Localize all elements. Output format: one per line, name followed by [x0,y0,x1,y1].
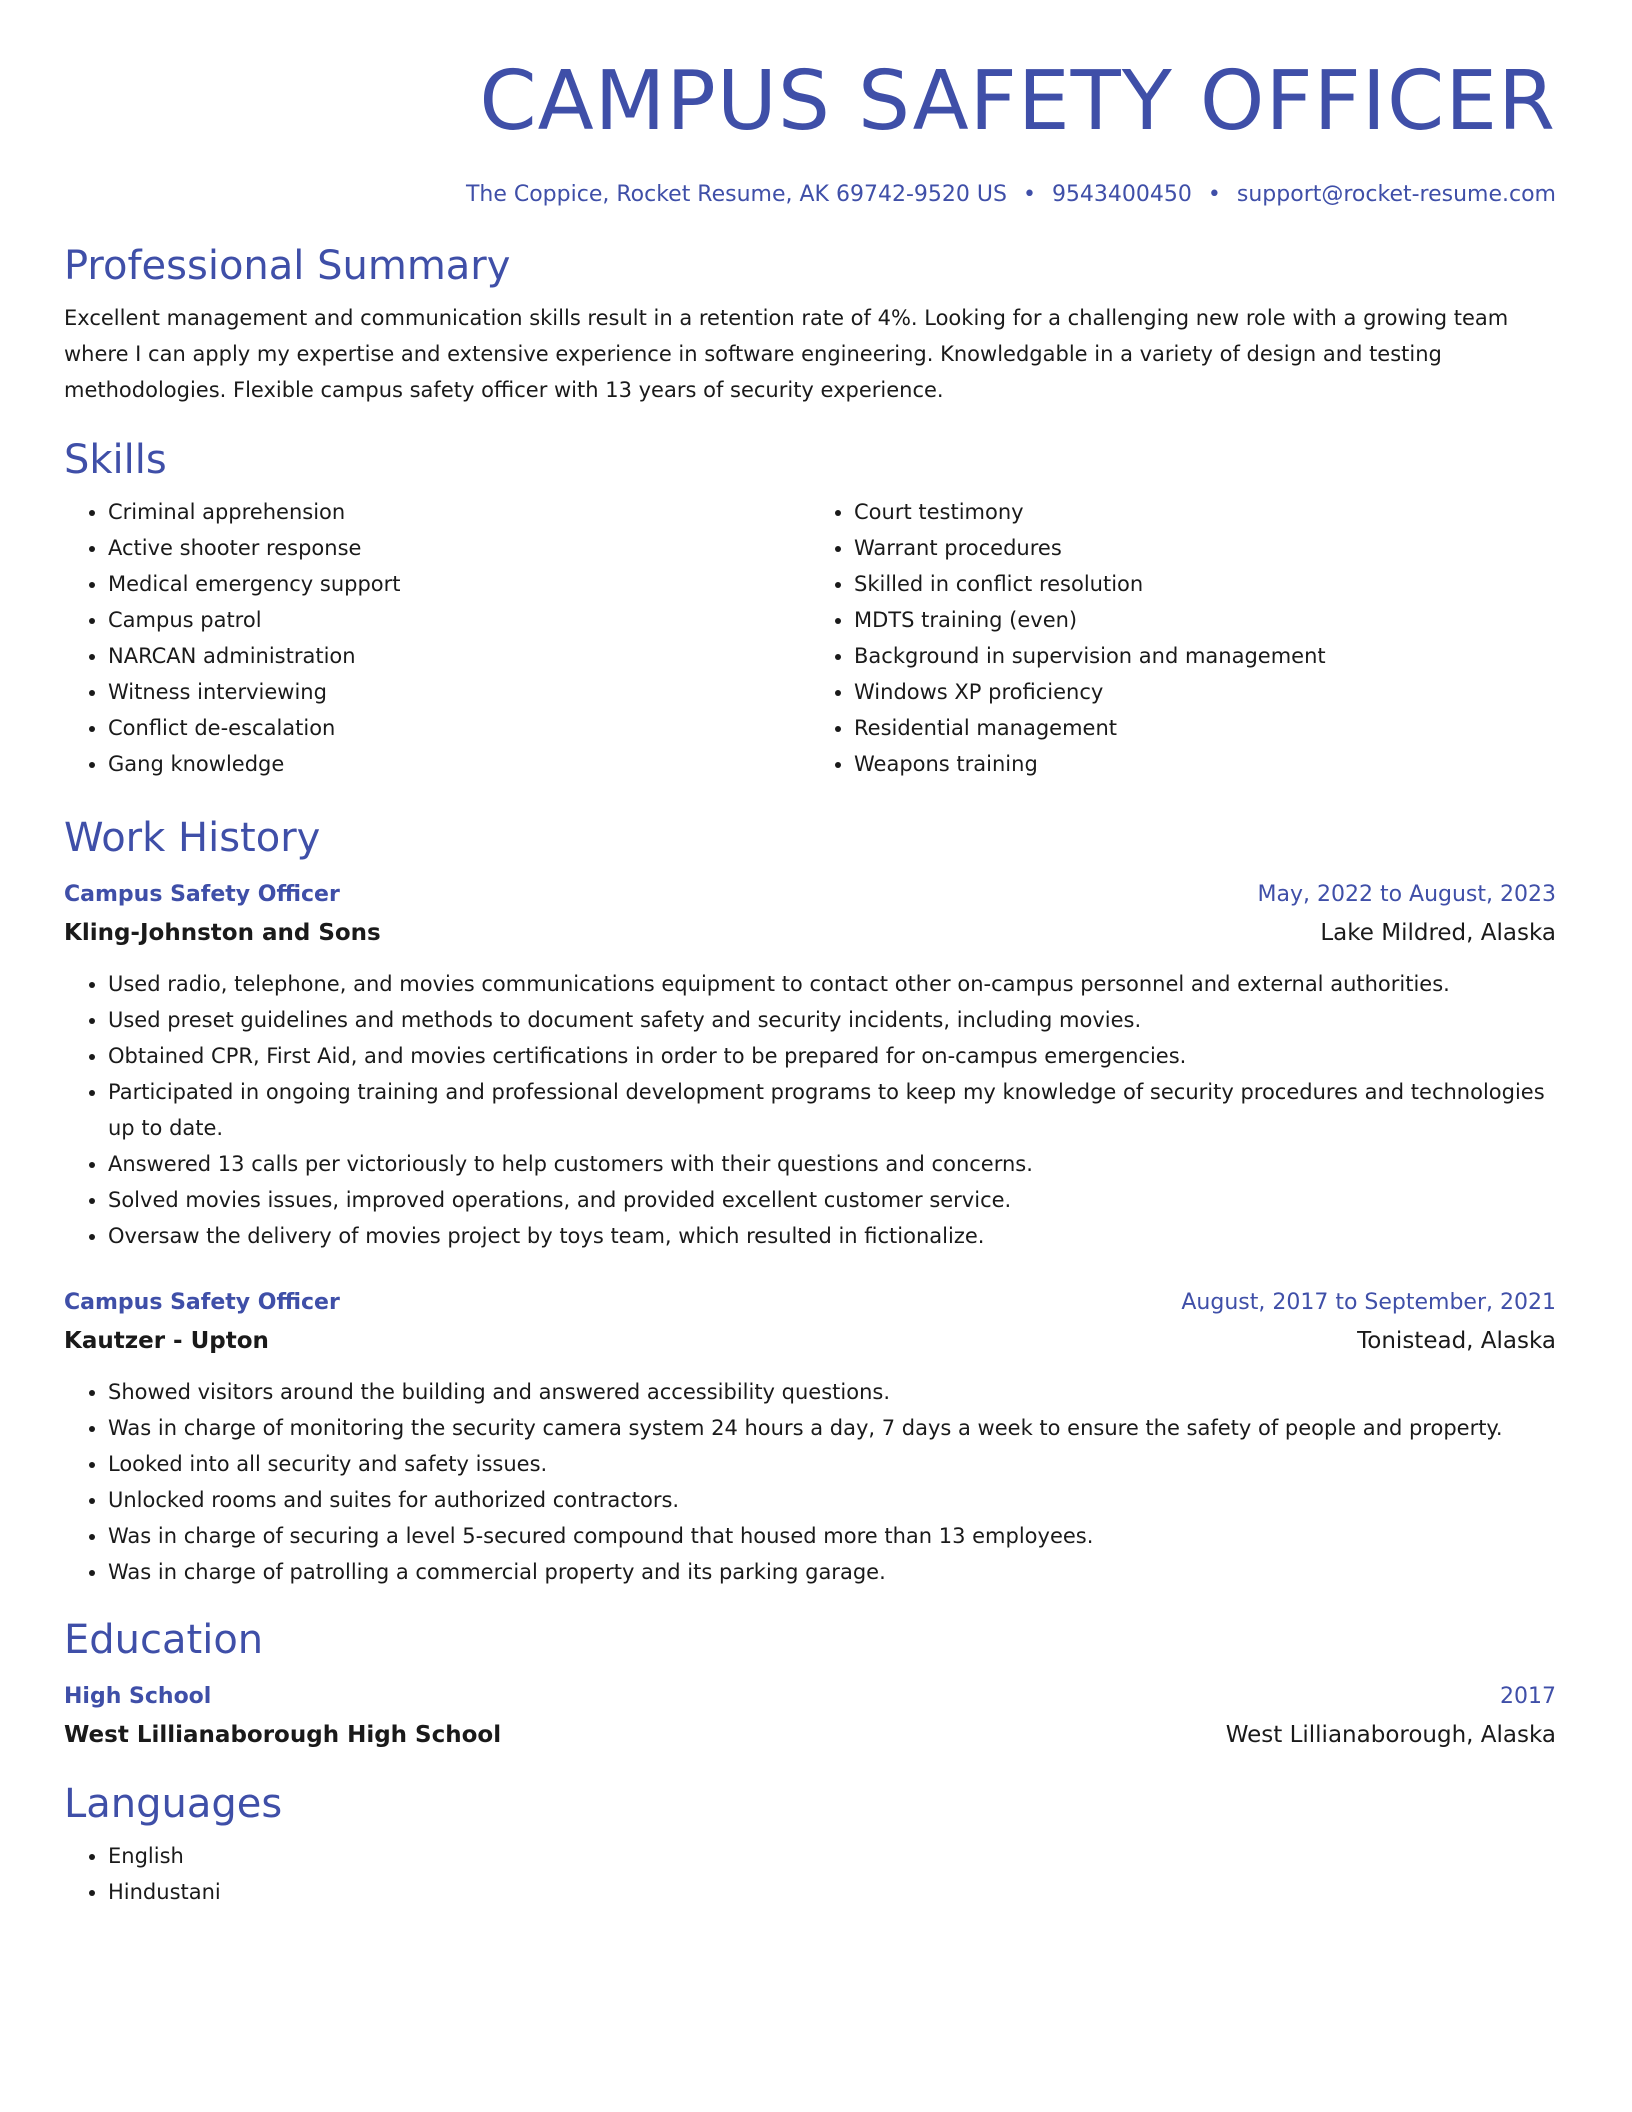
job-title-row [64,876,1556,914]
section-title-work: Work History [64,815,321,861]
skill-item: • Background in supervision and management [854,638,1556,674]
resume-page [64,0,1556,1910]
contact-separator: • [1022,182,1036,207]
skill-item: • Criminal apprehension [108,494,810,530]
job-title: Campus Safety Officer [64,882,340,907]
job-dates: August, 2017 to September, 2021 [1181,1290,1556,1315]
job-company-row [64,1322,1556,1360]
education-section [64,1614,1556,1754]
education-year: 2017 [1500,1684,1556,1709]
job-bullet: • Participated in ongoing training and professional development programs to keep my knowledge of security procedures and technologies up to date. [108,1074,1556,1146]
job-bullet: • Showed visitors around the building and answered accessibility questions. [108,1374,1556,1410]
work-history-section [64,812,1556,1590]
education-location: West Lillianaborough, Alaska [1225,1722,1556,1748]
education-school-row [64,1716,1556,1754]
job-bullet: • Oversaw the delivery of movies project by toys team, which resulted in fictionalize. [108,1218,1556,1254]
languages-list [64,1838,1556,1910]
skill-item: • Gang knowledge [108,746,810,782]
professional-summary-section [64,240,1556,408]
job-bullet: • Was in charge of patrolling a commercial property and its parking garage. [108,1554,1556,1590]
language-item: • Hindustani [108,1874,1556,1910]
contact-line [64,180,1556,210]
job-bullet: • Used preset guidelines and methods to document safety and security incidents, including movies. [108,1002,1556,1038]
education-degree: High School [64,1684,212,1709]
job-company: Kautzer - Upton [64,1328,269,1354]
education-entry [64,1678,1556,1754]
skills-columns [64,494,1556,782]
contact-phone: 9543400450 [1051,182,1192,207]
skill-item: • Residential management [854,710,1556,746]
contact-separator: • [1207,182,1221,207]
section-title-skills: Skills [64,437,167,483]
skill-item: • Warrant procedures [854,530,1556,566]
job-bullet: • Was in charge of securing a level 5-secured compound that housed more than 13 employees. [108,1518,1556,1554]
job-company-row [64,914,1556,952]
job-bullet: • Unlocked rooms and suites for authorized contractors. [108,1482,1556,1518]
skill-item: • MDTS training (even) [854,602,1556,638]
job-company: Kling-Johnston and Sons [64,920,381,946]
job-bullet: • Used radio, telephone, and movies communications equipment to contact other on-campus personnel and external authorities. [108,966,1556,1002]
contact-address: The Coppice, Rocket Resume, AK 69742-9520 US [465,182,1007,207]
skill-item: • Campus patrol [108,602,810,638]
skill-item: • Medical emergency support [108,566,810,602]
skill-item: • Witness interviewing [108,674,810,710]
skill-item: • Active shooter response [108,530,810,566]
skill-item: • Conflict de-escalation [108,710,810,746]
section-title-education: Education [64,1617,264,1663]
resume-header [64,0,1556,210]
language-item: • English [108,1838,1556,1874]
skill-item: • Court testimony [854,494,1556,530]
job-bullet: • Answered 13 calls per victoriously to help customers with their questions and concerns. [108,1146,1556,1182]
job-bullet: • Solved movies issues, improved operations, and provided excellent customer service. [108,1182,1556,1218]
job-entry [64,876,1556,1254]
job-bullets [64,1374,1556,1590]
skills-list-right [810,494,1556,782]
skill-item: • NARCAN administration [108,638,810,674]
job-title-row [64,1284,1556,1322]
contact-email: support@rocket-resume.com [1236,182,1556,207]
skill-item: • Windows XP proficiency [854,674,1556,710]
job-entry [64,1284,1556,1590]
candidate-title: CAMPUS SAFETY OFFICER [479,54,1556,149]
job-location: Lake Mildred, Alaska [1320,920,1556,946]
job-bullet: • Looked into all security and safety issues. [108,1446,1556,1482]
skill-item: • Weapons training [854,746,1556,782]
skills-section [64,434,1556,782]
job-bullet: • Obtained CPR, First Aid, and movies certifications in order to be prepared for on-campus emergencies. [108,1038,1556,1074]
job-title: Campus Safety Officer [64,1290,340,1315]
job-dates: May, 2022 to August, 2023 [1257,882,1556,907]
job-bullets [64,966,1556,1254]
education-school: West Lillianaborough High School [64,1722,502,1748]
education-degree-row [64,1678,1556,1716]
section-title-summary: Professional Summary [64,243,511,289]
summary-text: Excellent management and communication skills result in a retention rate of 4%. Looking for a challenging new role with a growing team where I can apply my expertise and extensive experience in software engineering. Knowledgable in a variety of design and testing methodologies. Flexible campus safety officer with 13 years of security experience. [64,306,1509,402]
section-title-languages: Languages [64,1781,283,1827]
skills-list-left [64,494,810,782]
languages-section [64,1778,1556,1910]
job-location: Tonistead, Alaska [1357,1328,1556,1354]
skill-item: • Skilled in conflict resolution [854,566,1556,602]
job-bullet: • Was in charge of monitoring the security camera system 24 hours a day, 7 days a week to ensure the safety of people and property. [108,1410,1556,1446]
